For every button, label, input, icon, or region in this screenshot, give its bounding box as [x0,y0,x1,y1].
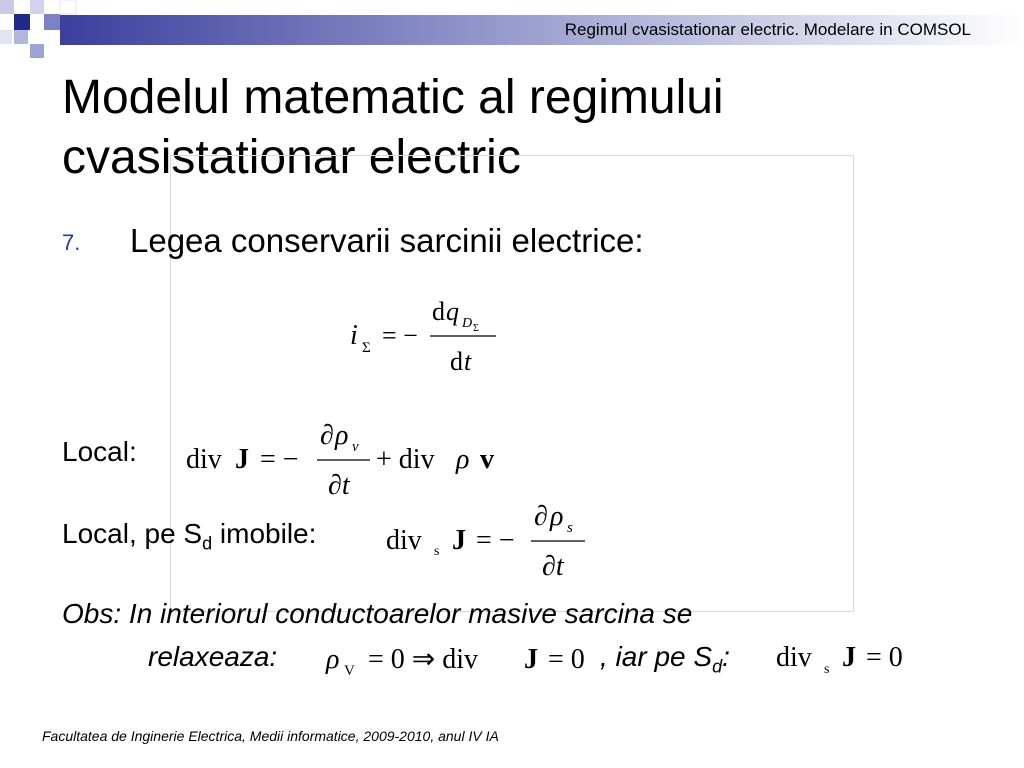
eq3-den: ∂t [542,551,564,581]
eq5-J: J [842,642,856,673]
local-sd-prefix: Local, pe S [62,518,203,549]
obs-mid-end: : [722,641,730,672]
eq4-rel2: = 0 [548,644,585,675]
equation-local [180,416,510,500]
equation-total-current [340,292,510,382]
eq2-rho-sub: v [352,439,359,455]
bullet-text: Legea conservarii sarcinii electrice: [130,222,644,259]
eq3-div: div [386,525,422,556]
eq2-J: J [235,444,249,475]
obs-mid-sub: d [712,656,723,677]
eq4-J: J [524,644,538,675]
slide-title-line2: cvasistationar electric [62,131,521,184]
header-title: Regimul cvasistationar electric. Modelare in COMSOL [564,20,971,39]
eq1-num-subsub: Σ [473,323,479,334]
eq4-rel1: = 0 ⇒ div [368,644,479,675]
local-label: Local: [62,436,137,467]
slide-title-line1: Modelul matematic al regimului [62,71,724,124]
eq4-rho-sub: V [344,663,355,679]
eq1-lhs-sub: Σ [362,340,371,356]
eq2-plus-div: + div [376,444,435,475]
equation-relaxation [322,632,607,682]
eq5-rel: = 0 [866,642,903,673]
eq4-rho: ρ [326,644,340,675]
bullet-item-7 [62,222,644,260]
eq3-div-sub: s [434,544,440,559]
obs-line2-label: relaxeaza: [148,641,278,672]
eq5-div-sub: s [824,662,830,677]
equation-surface-zero [772,630,922,680]
eq1-den-d: d [450,347,463,376]
eq1-rel: = − [382,321,418,350]
eq2-v: v [480,444,494,475]
equation-surface [380,497,600,581]
local-sd-suffix: imobile: [212,518,317,549]
eq2-den: ∂t [328,470,350,500]
eq1-num-sub: D [462,316,473,331]
obs-line1: Obs: In interiorul conductoarelor masive sarcina se [62,598,693,629]
eq1-lhs: i [350,320,358,351]
footer-text: Facultatea de Inginerie Electrica, Medii informatice, 2009-2010, anul IV IA [42,728,499,744]
eq2-partial: ∂ [320,420,334,451]
eq3-partial: ∂ [534,501,548,532]
eq2-rel: = − [260,444,299,475]
bullet-number: 7. [62,230,81,256]
eq2-rho: ρ [335,420,349,451]
eq1-num-d: d [432,297,445,326]
local-sd-sub: d [202,533,213,554]
eq3-rho: ρ [550,501,564,532]
eq1-num-q: q [446,297,459,326]
eq2-div: div [186,444,222,475]
eq2-rho2: ρ [456,444,470,475]
eq1-den-t: t [464,347,472,376]
obs-mid-text: , iar pe S [600,641,713,672]
eq3-J: J [452,525,466,556]
eq3-rel: = − [476,525,515,556]
local-sd-label [62,518,316,555]
eq5-div: div [776,642,812,673]
obs-mid [600,641,730,678]
eq3-rho-sub: s [567,520,573,536]
